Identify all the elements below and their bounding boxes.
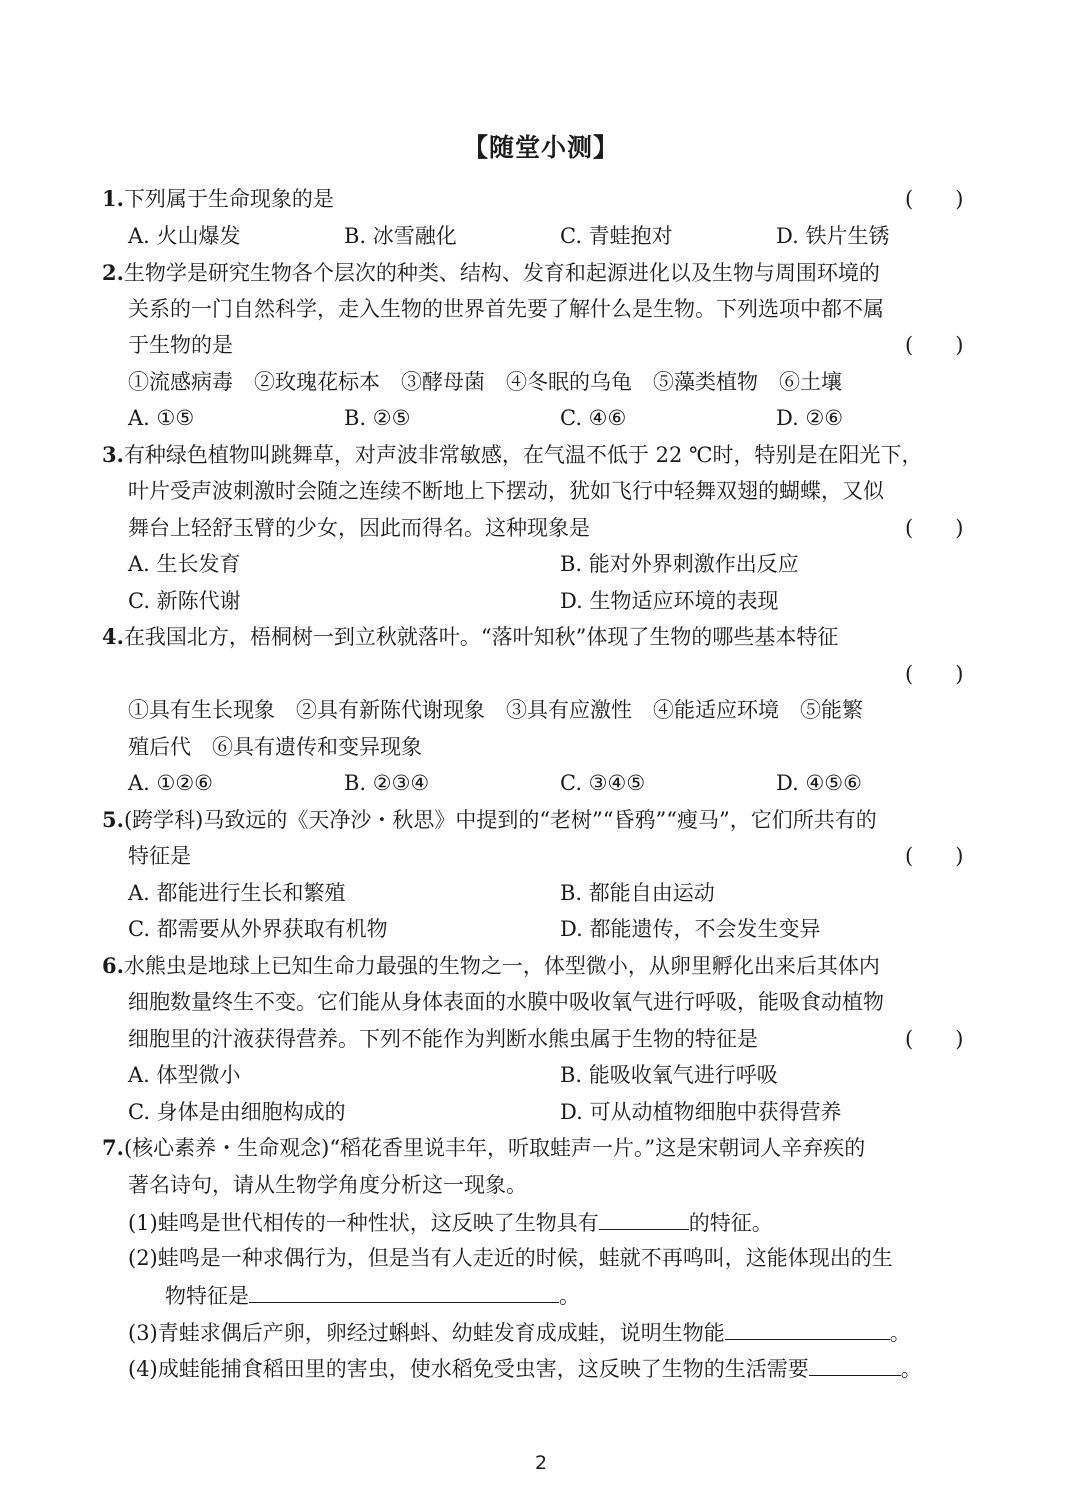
option-d: D. ④⑤⑥ xyxy=(776,771,862,795)
option-b: B. 能吸收氧气进行呼吸 xyxy=(560,1063,778,1087)
sub-question-text: (1)蛙鸣是世代相传的一种性状，这反映了生物具有 xyxy=(128,1211,599,1235)
question-number: 7. xyxy=(102,1135,124,1160)
option-b: B. ②⑤ xyxy=(344,406,411,430)
sub-question-2: (2)蛙鸣是一种求偶行为，但是当有人走近的时候，蛙就不再鸣叫，这能体现出的生 xyxy=(128,1246,893,1270)
question-3-stem xyxy=(102,441,923,469)
question-number: 2. xyxy=(102,260,124,285)
option-d: D. 都能遗传，不会发生变异 xyxy=(560,917,821,941)
answer-blank[interactable] xyxy=(809,1353,901,1376)
option-a: A. 都能进行生长和繁殖 xyxy=(128,881,346,905)
answer-parentheses: ( ) xyxy=(905,516,964,540)
question-text: 于生物的是 xyxy=(128,333,233,357)
question-text: 生物学是研究生物各个层次的种类、结构、发育和起源进化以及生物与周围环境的 xyxy=(123,261,880,285)
sub-question-1 xyxy=(128,1207,773,1237)
section-title: 【随堂小测】 xyxy=(462,133,619,162)
question-1-stem xyxy=(102,185,334,213)
question-text: 特征是 xyxy=(128,844,191,868)
answer-parentheses: ( ) xyxy=(905,187,964,211)
page-number: 2 xyxy=(534,1452,548,1474)
option-c: C. 身体是由细胞构成的 xyxy=(128,1100,346,1124)
sub-question-text: (4)成蛙能捕食稻田里的害虫，使水稻免受虫害，这反映了生物的生活需要 xyxy=(128,1357,809,1381)
question-text: 有种绿色植物叫跳舞草，对声波非常敏感，在气温不低于 22 ℃时，特别是在阳光下， xyxy=(123,443,923,467)
question-text: 细胞数量终生不变。它们能从身体表面的水膜中吸收氧气进行呼吸，能吸食动植物 xyxy=(128,990,884,1014)
question-text: (核心素养・生命观念)“稻花香里说丰年，听取蛙声一片。”这是宋朝词人辛弃疾的 xyxy=(123,1136,866,1160)
question-text: 在我国北方，梧桐树一到立秋就落叶。“落叶知秋”体现了生物的哪些基本特征 xyxy=(123,625,839,649)
item-list: ①流感病毒 ②玫瑰花标本 ③酵母菌 ④冬眠的乌龟 ⑤藻类植物 ⑥土壤 xyxy=(128,370,842,394)
question-text: 舞台上轻舒玉臂的少女，因此而得名。这种现象是 xyxy=(128,516,590,540)
sub-question-text: 物特征是 xyxy=(165,1284,249,1308)
question-5-stem xyxy=(102,806,877,834)
item-list: 殖后代 ⑥具有遗传和变异现象 xyxy=(128,735,422,759)
sub-question-4 xyxy=(128,1353,922,1383)
question-number: 3. xyxy=(102,442,124,467)
answer-blank[interactable] xyxy=(599,1207,689,1230)
question-number: 5. xyxy=(102,807,124,832)
answer-parentheses: ( ) xyxy=(905,1027,964,1051)
sub-question-3 xyxy=(128,1317,911,1347)
answer-blank[interactable] xyxy=(725,1317,890,1340)
question-text: 细胞里的汁液获得营养。下列不能作为判断水熊虫属于生物的特征是 xyxy=(128,1027,758,1051)
question-7-stem xyxy=(102,1134,865,1162)
option-a: A. ①⑤ xyxy=(128,406,195,430)
question-text: 关系的一门自然科学，走入生物的世界首先要了解什么是生物。下列选项中都不属 xyxy=(128,297,884,321)
option-c: C. 青蛙抱对 xyxy=(560,224,673,248)
option-b: B. 都能自由运动 xyxy=(560,881,715,905)
question-number: 4. xyxy=(102,624,124,649)
sub-question-text: 。 xyxy=(889,1321,911,1345)
option-a: A. 火山爆发 xyxy=(128,224,241,248)
answer-parentheses: ( ) xyxy=(905,333,964,357)
question-text: 下列属于生命现象的是 xyxy=(123,187,334,211)
sub-question-text: 。 xyxy=(900,1357,922,1381)
option-c: C. 都需要从外界获取有机物 xyxy=(128,917,388,941)
option-c: C. ③④⑤ xyxy=(560,771,646,795)
question-2-stem xyxy=(102,259,880,287)
item-list: ①具有生长现象 ②具有新陈代谢现象 ③具有应激性 ④能适应环境 ⑤能繁 xyxy=(128,698,863,722)
option-c: C. ④⑥ xyxy=(560,406,627,430)
question-text: 著名诗句，请从生物学角度分析这一现象。 xyxy=(128,1173,527,1197)
option-b: B. ②③④ xyxy=(344,771,430,795)
question-text: 水熊虫是地球上已知生命力最强的生物之一，体型微小，从卵里孵化出来后其体内 xyxy=(123,954,880,978)
option-a: A. 生长发育 xyxy=(128,552,241,576)
option-d: D. 铁片生锈 xyxy=(776,224,890,248)
sub-question-text: 的特征。 xyxy=(688,1211,773,1235)
question-text: (跨学科)马致远的《天净沙・秋思》中提到的“老树”“昏鸦”“瘦马”，它们所共有的 xyxy=(123,808,877,832)
sub-question-2-cont xyxy=(165,1280,580,1310)
option-b: B. 冰雪融化 xyxy=(344,224,457,248)
option-a: A. 体型微小 xyxy=(128,1063,241,1087)
sub-question-text: 。 xyxy=(559,1284,580,1308)
option-a: A. ①②⑥ xyxy=(128,771,213,795)
option-d: D. ②⑥ xyxy=(776,406,844,430)
answer-parentheses: ( ) xyxy=(905,844,964,868)
option-c: C. 新陈代谢 xyxy=(128,589,241,613)
sub-question-text: (3)青蛙求偶后产卵，卵经过蝌蚪、幼蛙发育成成蛙，说明生物能 xyxy=(128,1321,725,1345)
question-4-stem xyxy=(102,623,838,651)
question-text: 叶片受声波刺激时会随之连续不断地上下摆动，犹如飞行中轻舞双翅的蝴蝶，又似 xyxy=(128,479,884,503)
question-6-stem xyxy=(102,952,880,980)
option-b: B. 能对外界刺激作出反应 xyxy=(560,552,799,576)
question-number: 6. xyxy=(102,953,124,978)
option-d: D. 可从动植物细胞中获得营养 xyxy=(560,1100,842,1124)
question-number: 1. xyxy=(102,186,124,211)
answer-blank[interactable] xyxy=(249,1280,559,1303)
option-d: D. 生物适应环境的表现 xyxy=(560,589,779,613)
answer-parentheses: ( ) xyxy=(905,662,964,686)
